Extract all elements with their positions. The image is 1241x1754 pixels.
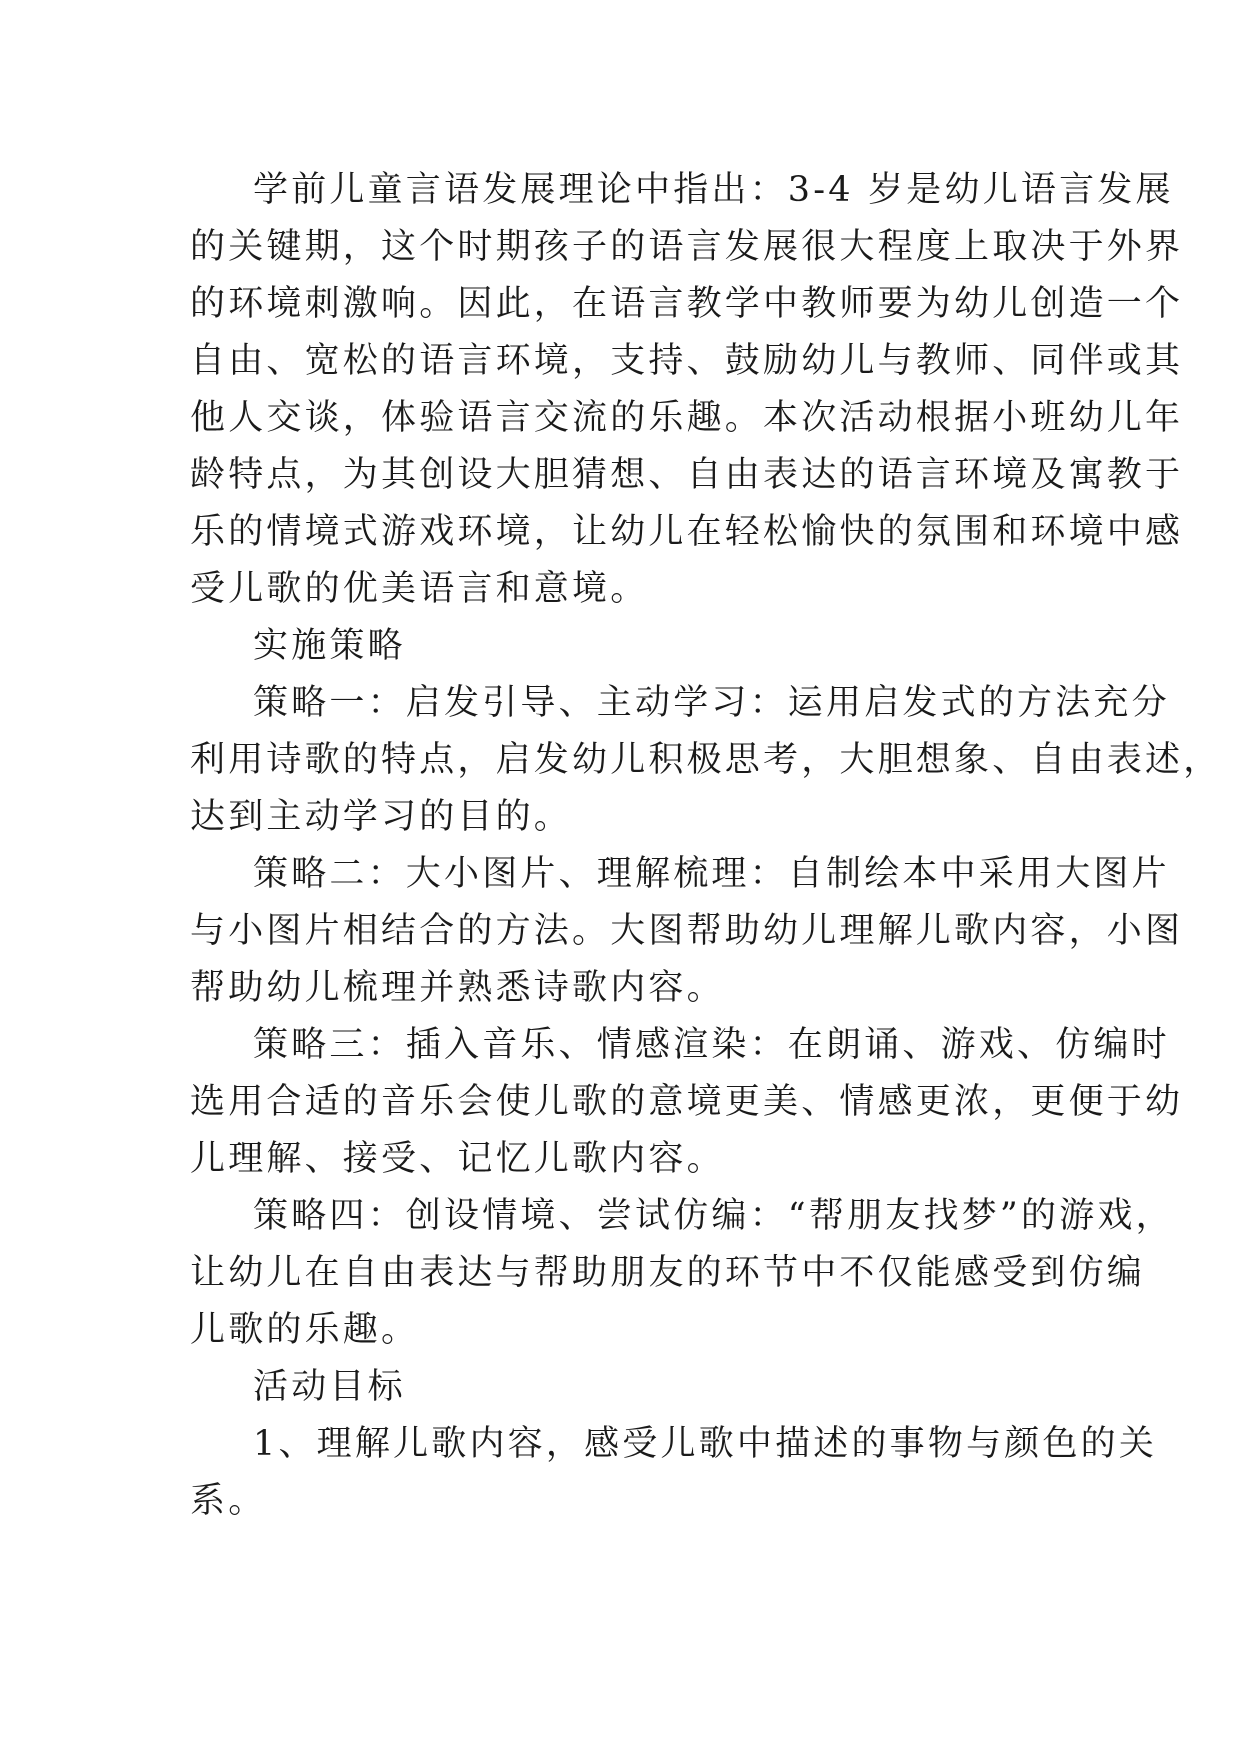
strategy-1-line-3: 达到主动学习的目的。 [190, 797, 573, 837]
paragraph-1-line-5: 他人交谈，体验语言交流的乐趣。本次活动根据小班幼儿年 [190, 398, 1184, 438]
section-heading-goals: 活动目标 [253, 1367, 406, 1407]
paragraph-1-line-3: 的环境刺激响。因此，在语言教学中教师要为幼儿创造一个 [190, 284, 1184, 324]
paragraph-1-line-6: 龄特点，为其创设大胆猜想、自由表达的语言环境及寓教于 [190, 455, 1184, 495]
strategy-4-line-1: 策略四：创设情境、尝试仿编：“帮朋友找梦”的游戏， [253, 1196, 1174, 1236]
paragraph-1-line-8: 受儿歌的优美语言和意境。 [190, 569, 649, 609]
paragraph-1-line-2: 的关键期，这个时期孩子的语言发展很大程度上取决于外界 [190, 227, 1184, 267]
strategy-2-line-3: 帮助幼儿梳理并熟悉诗歌内容。 [190, 968, 725, 1008]
paragraph-1-line-1: 学前儿童言语发展理论中指出：3-4 岁是幼儿语言发展 [253, 170, 1174, 210]
strategy-3-line-1: 策略三：插入音乐、情感渲染：在朗诵、游戏、仿编时 [253, 1025, 1170, 1065]
strategy-3-line-3: 儿理解、接受、记忆儿歌内容。 [190, 1139, 725, 1179]
paragraph-1-line-4: 自由、宽松的语言环境，支持、鼓励幼儿与教师、同伴或其 [190, 341, 1184, 381]
strategy-4-line-3: 儿歌的乐趣。 [190, 1310, 420, 1350]
strategy-2-line-2: 与小图片相结合的方法。大图帮助幼儿理解儿歌内容，小图 [190, 911, 1184, 951]
section-heading-strategies: 实施策略 [253, 626, 406, 666]
strategy-2-line-1: 策略二：大小图片、理解梳理：自制绘本中采用大图片 [253, 854, 1170, 894]
goal-1-line-2: 系。 [190, 1481, 267, 1521]
strategy-1-line-2: 利用诗歌的特点，启发幼儿积极思考，大胆想象、自由表述， [190, 740, 1222, 780]
strategy-4-line-2: 让幼儿在自由表达与帮助朋友的环节中不仅能感受到仿编 [190, 1253, 1146, 1293]
strategy-3-line-2: 选用合适的音乐会使儿歌的意境更美、情感更浓，更便于幼 [190, 1082, 1184, 1122]
paragraph-1-line-7: 乐的情境式游戏环境，让幼儿在轻松愉快的氛围和环境中感 [190, 512, 1184, 552]
strategy-1-line-1: 策略一：启发引导、主动学习：运用启发式的方法充分 [253, 683, 1170, 723]
goal-1-line-1: 1、理解儿歌内容，感受儿歌中描述的事物与颜色的关 [253, 1424, 1158, 1464]
